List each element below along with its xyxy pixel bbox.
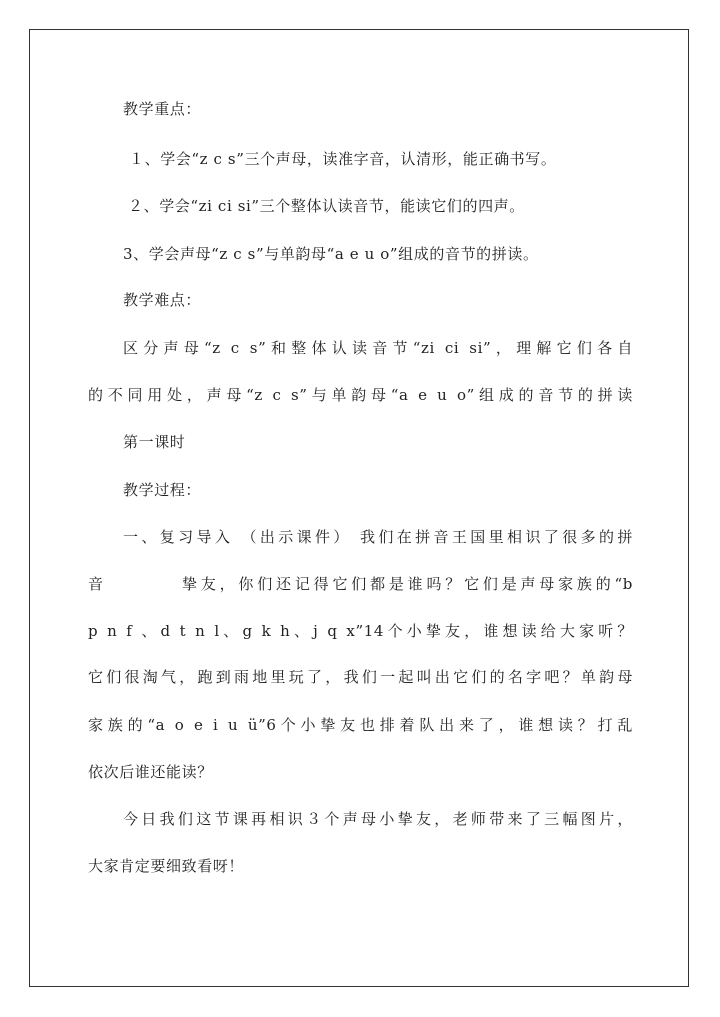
- process-paragraph-1-line-1: 一、复习导入 （出示课件） 我们在拼音王国里相识了很多的拼: [123, 528, 633, 546]
- process-paragraph-1-line-5: 家族的“a o e i u ü”6个小挚友也排着队出来了，谁想读？打乱: [88, 716, 633, 734]
- heading-teaching-process: 教学过程：: [123, 481, 202, 499]
- difficulty-line-2: 的不同用处，声母“z c s”与单韵母“a e u o”组成的音节的拼读: [88, 386, 633, 404]
- page-border: [29, 29, 689, 987]
- process-paragraph-1-line-4: 它们很淘气，跑到雨地里玩了，我们一起叫出它们的名字吧？单韵母: [88, 668, 633, 686]
- focus-item-2: ２、学会“zi ci si”三个整体认读音节，能读它们的四声。: [128, 197, 525, 215]
- focus-item-1: １、学会“z c s”三个声母，读准字音，认清形，能正确书写。: [129, 150, 557, 168]
- process-paragraph-2-line-1: 今日我们这节课再相识３个声母小挚友，老师带来了三幅图片，: [123, 810, 633, 828]
- process-paragraph-1-line-6: 依次后谁还能读？: [88, 763, 213, 781]
- focus-item-3: 3、学会声母“z c s”与单韵母“a e u o”组成的音节的拼读。: [123, 245, 539, 263]
- process-paragraph-1-line-2: 音 挚友，你们还记得它们都是谁吗？它们是声母家族的“b: [88, 575, 633, 593]
- heading-teaching-focus: 教学重点：: [123, 100, 202, 118]
- heading-first-lesson: 第一课时: [123, 433, 186, 451]
- difficulty-line-1: 区分声母“z c s”和整体认读音节“zi ci si”，理解它们各自: [123, 339, 633, 357]
- process-paragraph-1-line-3: p n f 、d t n l、g k h、j q x”14个小挚友，谁想读给大家听？: [88, 622, 633, 640]
- heading-teaching-difficulty: 教学难点：: [123, 291, 202, 309]
- process-paragraph-2-line-2: 大家肯定要细致看呀！: [88, 857, 245, 875]
